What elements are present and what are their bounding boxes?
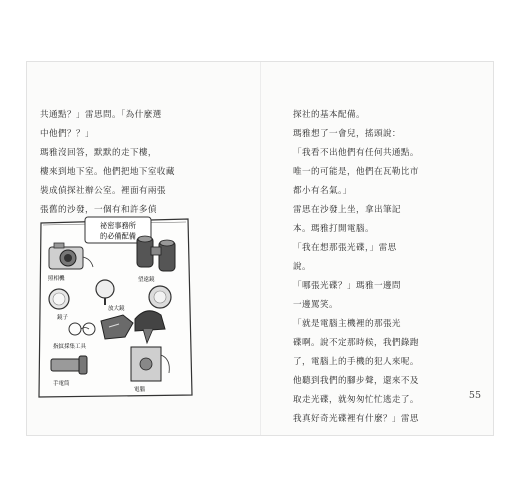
camera-label: 照相機	[48, 276, 65, 282]
text-line: 取走光碟，就匆匆忙忙逃走了。	[293, 395, 419, 405]
binoculars-label: 望遠鏡	[138, 277, 155, 283]
text-line: 瑪雅沒回答，默默的走下樓，	[40, 148, 157, 158]
text-line: 「我看不出他們有任何共通點。	[293, 148, 419, 158]
text-line: 「我在想那張光碟，」雷思	[293, 243, 397, 253]
text-line: 了，電腦上的手機的犯人來呢。	[293, 357, 419, 367]
text-line: 他聽到我們的腳步聲，還來不及	[293, 376, 419, 386]
page-number: 55	[468, 390, 481, 401]
text-line: 「哪張光碟？」瑪雅一邊問	[293, 281, 401, 291]
text-line: 一邊罵笑。	[293, 300, 338, 310]
text-line: 雷思在沙發上坐，拿出筆記	[293, 205, 401, 215]
flashlight-icon	[51, 356, 87, 374]
text-line: 張舊的沙發，一個有和許多偵	[40, 205, 157, 215]
magnifier-label: 放大鏡	[108, 306, 125, 312]
text-line: 樓來到地下室。他們把地下室收藏	[40, 167, 175, 177]
detective-equipment-illustration	[35, 215, 196, 401]
right-page-text	[293, 106, 493, 429]
mirror-label: 鏡子	[57, 315, 69, 321]
text-line: 中他們？？」	[40, 129, 94, 139]
sketch-title-line1: 祕密事務所	[100, 221, 136, 230]
text-line: 我真好奇光碟裡有什麼？」雷思	[293, 414, 419, 424]
mirror-icon	[49, 289, 69, 309]
computer-label: 電腦	[134, 387, 146, 393]
text-line: 瑪雅想了一會兒，搖頭說：	[293, 129, 401, 139]
text-line: 裝成偵探社辦公室。裡面有兩張	[40, 186, 166, 196]
left-page-text	[40, 106, 254, 220]
text-line: 共通點？」雷思問。「為什麼選	[40, 110, 162, 120]
text-line: 本。瑪雅打開電腦。	[293, 224, 374, 234]
flashlight-label: 手電筒	[53, 381, 70, 387]
text-line: 唯一的可能是，他們在瓦勒比市	[293, 167, 419, 177]
text-line: 「就是電腦主機裡的那張光	[293, 319, 401, 329]
fingerprint-label: 指紋採集工具	[53, 344, 87, 350]
lens-icon	[149, 286, 171, 308]
sketch-title-line2: 的必備配備	[100, 231, 136, 241]
text-line: 探社的基本配備。	[293, 110, 365, 120]
text-line: 碟啊。說不定那時候，我們錄跑	[293, 338, 419, 348]
page-fold	[260, 62, 261, 435]
text-line: 說。	[293, 262, 311, 272]
text-line: 都小有名氣。」	[293, 186, 352, 196]
